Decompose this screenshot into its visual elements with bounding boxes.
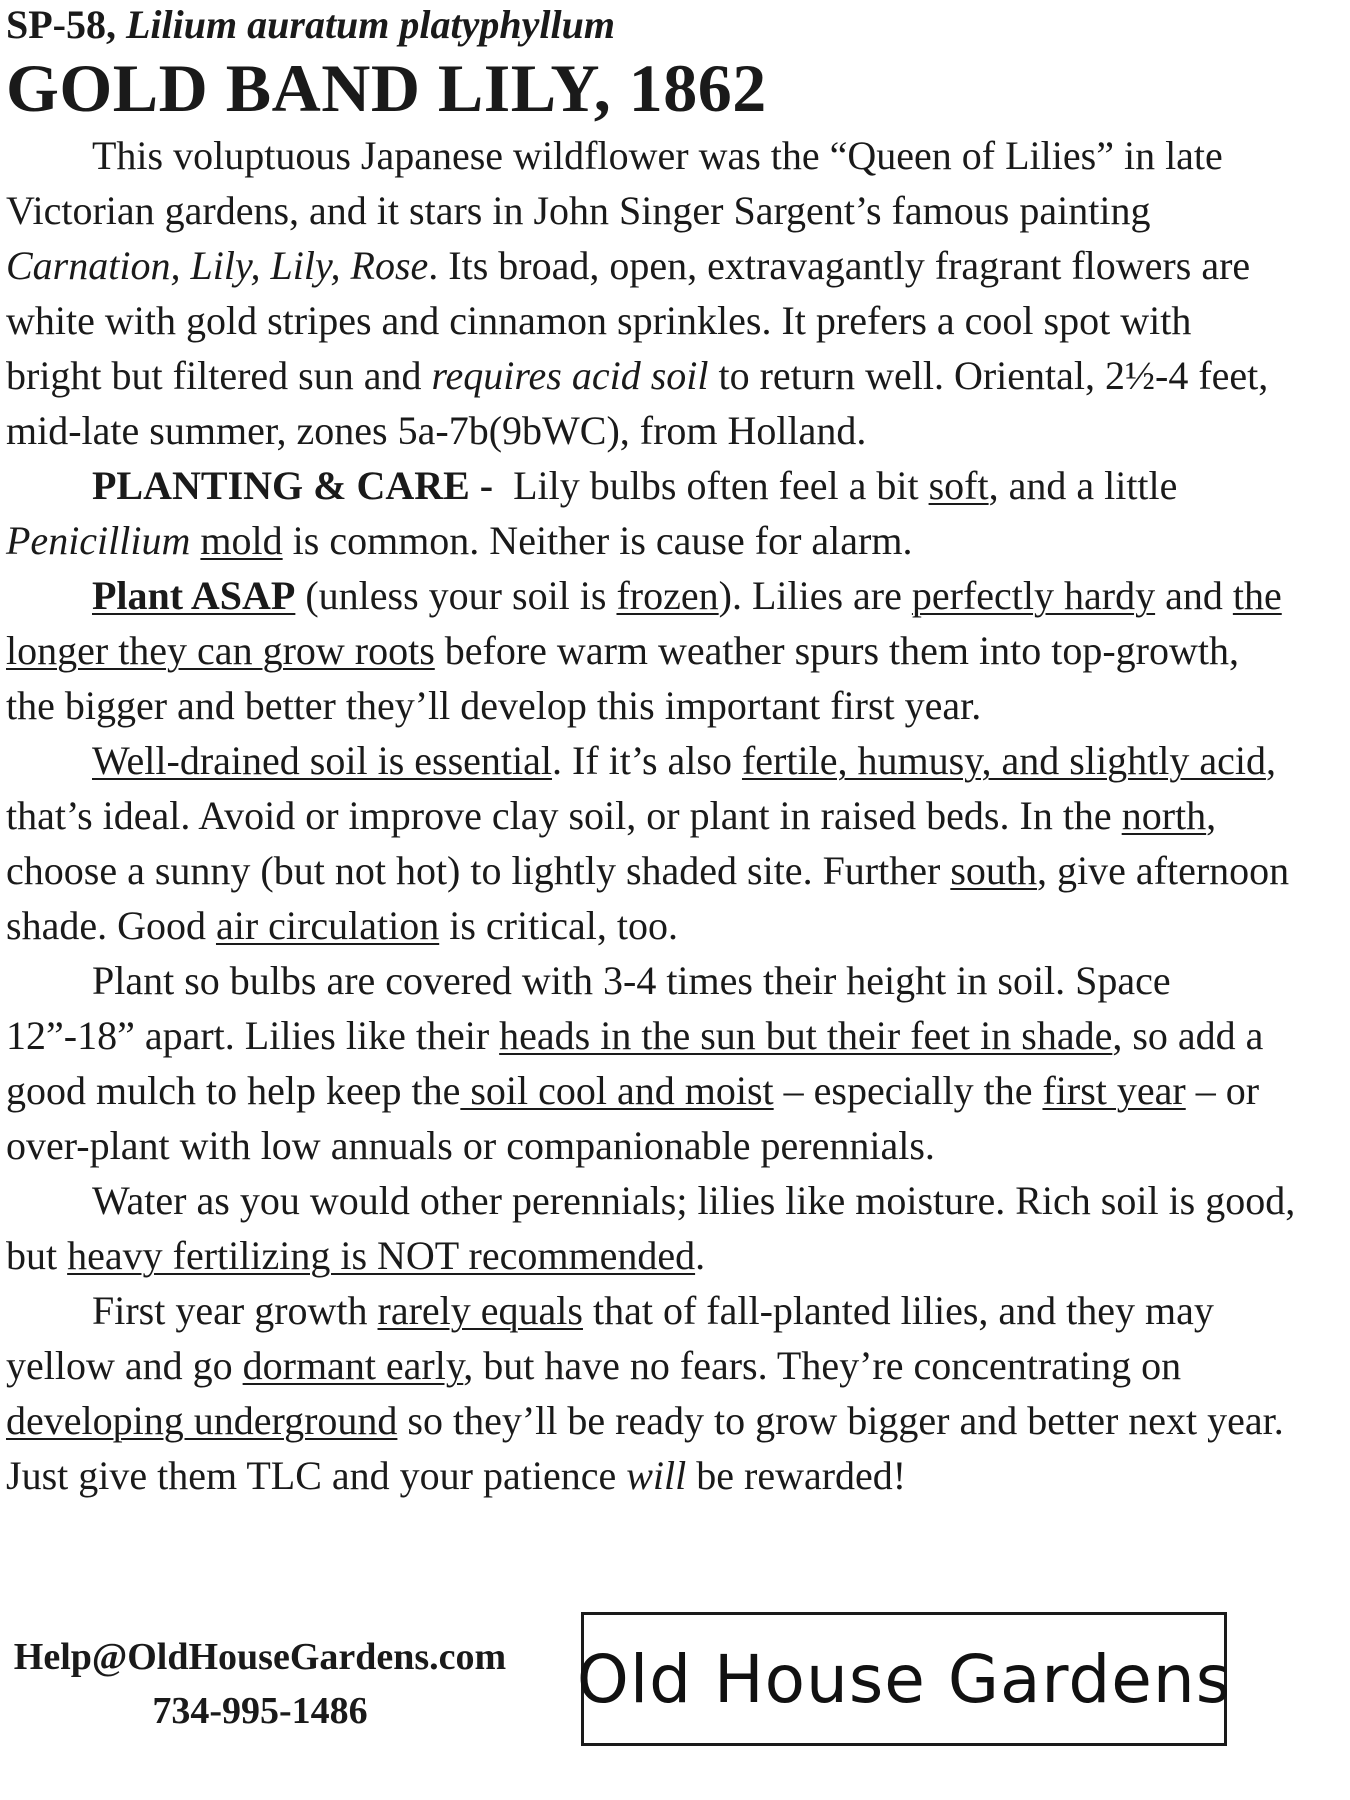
drainage-text-3: , choose a sunny (but not hot) to lightly shaded site. Further [6,793,1217,893]
botanical-name: Lilium auratum platyphyllum [126,2,615,47]
growth-paragraph [6,1283,1296,1503]
depth-text-3: – especially the [773,1068,1043,1113]
drainage-lead-underline: Well-drained soil is essential [92,738,552,783]
product-code-line [6,0,1296,50]
depth-text-1: Plant so bulbs are covered with 3-4 times their height in soil. Space 12”-18” apart. Lilies like their [6,958,1171,1058]
logo-box [576,1612,1232,1746]
depth-paragraph [6,953,1296,1173]
first-year-underline: first year [1042,1068,1186,1113]
depth-text-4: – or over-plant with low annuals or companionable perennials. [6,1068,1260,1168]
fertilizing-underline: heavy fertilizing is NOT recommended [67,1233,696,1278]
growth-text-3: , but have no fears. They’re concentrating on [463,1343,1182,1388]
penicillium-italic: Penicillium [6,518,191,563]
water-paragraph [6,1173,1296,1283]
air-circulation-underline: air circulation [215,903,440,948]
intro-text-1: This voluptuous Japanese wildflower was the “Queen of Lilies” in late Victorian gardens, and it stars in John Singer Sargent’s famous painting [6,133,1223,233]
growth-text-4: so they’ll be ready to grow bigger and better next year. Just give them TLC and your patience [6,1398,1284,1498]
company-logo: Old House Gardens [576,1640,1232,1718]
dormant-early-underline: dormant early [242,1343,464,1388]
acid-soil-emphasis: requires acid soil [431,353,709,398]
frozen-underline: frozen [616,573,719,618]
developing-underground-underline: developing underground [6,1398,398,1443]
plant-asap-heading: Plant ASAP [92,573,296,618]
asap-text-4: before warm weather spurs them into top-growth, the bigger and better they’ll develop this important first year. [6,628,1239,728]
planting-heading: PLANTING & CARE - [92,463,494,508]
hardy-underline: perfectly hardy [911,573,1156,618]
planting-text-1: Lily bulbs often feel a bit [493,463,929,508]
contact-block [10,1630,510,1738]
planting-paragraph [6,458,1296,568]
document-page [6,0,1296,1503]
rarely-equals-underline: rarely equals [377,1288,583,1333]
drainage-text-2: , that’s ideal. Avoid or improve clay soil, or plant in raised beds. In the [6,738,1276,838]
contact-phone: 734-995-1486 [152,1690,368,1732]
intro-text-2: . Its broad, open, extravagantly fragrant flowers are white with gold stripes and cinnamon sprinkles. It prefers a cool spot with bright but filtered sun and [6,243,1251,398]
footer [0,1630,1350,1780]
drainage-paragraph [6,733,1296,953]
soft-underline: soft [928,463,989,508]
asap-paragraph [6,568,1296,733]
page-title: GOLD BAND LILY, 1862 [6,50,767,126]
north-underline: north [1121,793,1207,838]
planting-space [190,518,200,563]
asap-text-3: and [1155,573,1233,618]
fertile-underline: fertile, humusy, and slightly acid [741,738,1266,783]
heads-sun-underline: heads in the sun but their feet in shade [499,1013,1113,1058]
depth-text-2: , so add a good mulch to help keep the [6,1013,1264,1113]
asap-text-1: (unless your soil is [295,573,617,618]
product-code: SP-58, [6,2,116,47]
asap-text-2: ). Lilies are [718,573,912,618]
growth-text-2: that of fall-planted lilies, and they may yellow and go [6,1288,1214,1388]
roots-underline: the longer they can grow roots [6,573,1282,673]
will-italic: will [626,1453,687,1498]
body-text [6,128,1296,1503]
planting-text-4: is common. Neither is cause for alarm. [282,518,913,563]
intro-paragraph [6,128,1296,458]
mold-underline: mold [200,518,283,563]
water-text-2: . [695,1233,706,1278]
intro-text-3: to return well. Oriental, 2½-4 feet, mid-late summer, zones 5a-7b(9bWC), from Holland. [6,353,1269,453]
contact-email[interactable]: Help@OldHouseGardens.com [13,1636,507,1678]
drainage-text-1: . If it’s also [552,738,742,783]
soil-cool-underline: soil cool and moist [460,1068,774,1113]
growth-text-1: First year growth [92,1288,378,1333]
painting-title: Carnation, Lily, Lily, Rose [6,243,429,288]
drainage-text-5: is critical, too. [439,903,679,948]
planting-text-2: , and a little [988,463,1178,508]
south-underline: south [950,848,1038,893]
growth-text-5: be rewarded! [686,1453,907,1498]
drainage-text-4: , give afternoon shade. Good [6,848,1290,948]
water-text-1: Water as you would other perennials; lilies like moisture. Rich soil is good, but [6,1178,1296,1278]
